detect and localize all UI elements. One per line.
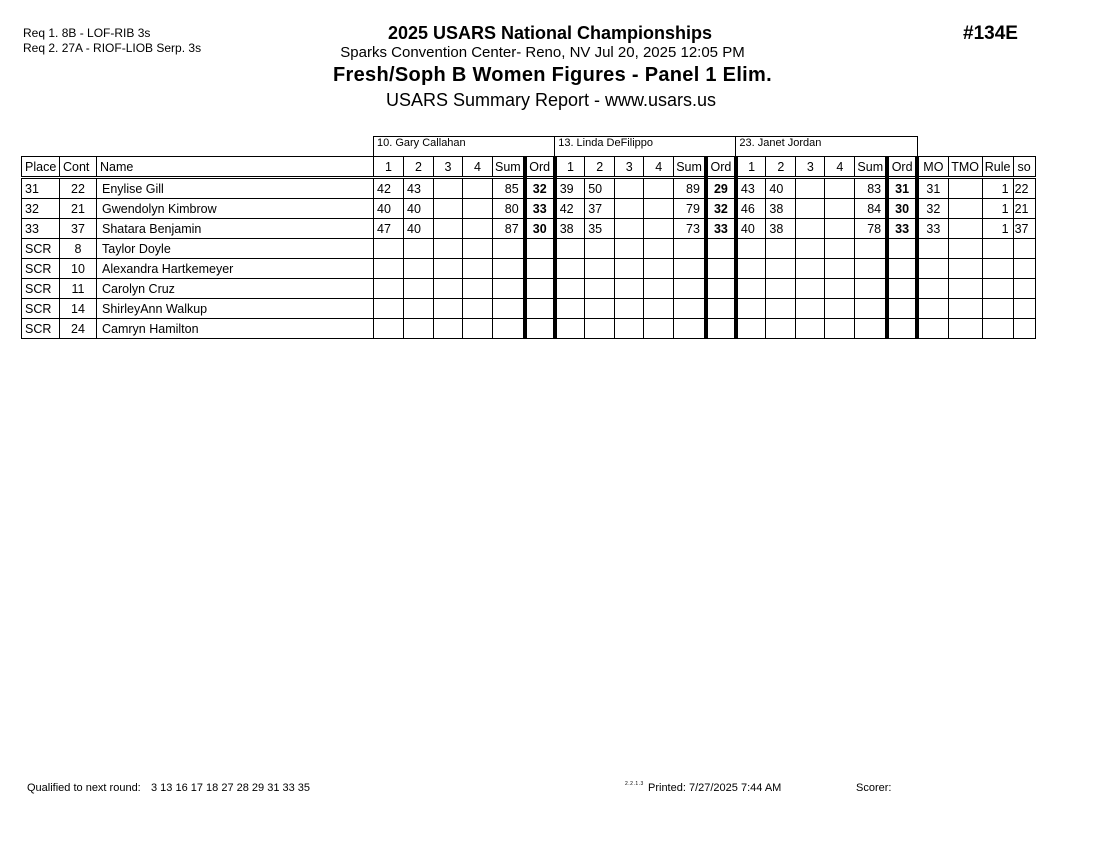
place-cell: 32: [22, 199, 60, 219]
j1-score-2: [404, 259, 434, 279]
j1-score-1: [374, 259, 404, 279]
so-cell: 21: [1013, 199, 1035, 219]
j2-score-sum: [674, 259, 706, 279]
so-cell: [1013, 319, 1035, 339]
tmo-cell: [948, 178, 982, 199]
printed-timestamp: Printed: 7/27/2025 7:44 AM: [648, 782, 782, 794]
j3-score-sum: 84: [855, 199, 887, 219]
rule-cell: 1: [982, 219, 1013, 239]
j2-score-1: [555, 259, 585, 279]
j2-score-3: [615, 178, 644, 199]
j2-score-ord: [706, 319, 736, 339]
judge-2-name: 13. Linda DeFilippo: [555, 137, 736, 157]
j1-score-3: [434, 259, 463, 279]
scorer-label: Scorer:: [856, 782, 892, 794]
j3-score-2: [766, 319, 796, 339]
j2-score-ord: 33: [706, 219, 736, 239]
name-cell: Enylise Gill: [97, 178, 374, 199]
so-cell: 37: [1013, 219, 1035, 239]
j2-score-2: 37: [585, 199, 615, 219]
j3-score-4: [825, 199, 855, 219]
j2-score-3: [615, 259, 644, 279]
j2-score-4: [644, 279, 674, 299]
j3-score-3: [796, 239, 825, 259]
j3-score-2: 38: [766, 199, 796, 219]
so-cell: [1013, 299, 1035, 319]
j3-score-2: 40: [766, 178, 796, 199]
j1-score-1: [374, 319, 404, 339]
j3-score-4: [825, 219, 855, 239]
table-row: [22, 219, 1036, 239]
name-cell: Taylor Doyle: [97, 239, 374, 259]
rule-cell: [982, 319, 1013, 339]
j2-score-sum: [674, 279, 706, 299]
report-title: USARS Summary Report - www.usars.us: [385, 90, 717, 110]
j3-score-2: 38: [766, 219, 796, 239]
col-header-tmo: TMO: [948, 157, 982, 178]
j1-score-ord: 32: [525, 178, 555, 199]
j3-score-sum: [855, 319, 887, 339]
name-cell: ShirleyAnn Walkup: [97, 299, 374, 319]
j1-score-ord: [525, 279, 555, 299]
j1-score-3: [434, 279, 463, 299]
j1-score-1: [374, 299, 404, 319]
j1-score-1: [374, 279, 404, 299]
rule-cell: [982, 239, 1013, 259]
col-header-j1-1: 1: [374, 157, 404, 178]
mo-cell: 31: [917, 178, 948, 199]
name-cell: Alexandra Hartkemeyer: [97, 259, 374, 279]
j3-score-3: [796, 299, 825, 319]
j1-score-4: [463, 299, 493, 319]
j2-score-3: [615, 219, 644, 239]
j2-score-4: [644, 299, 674, 319]
j3-score-2: [766, 299, 796, 319]
j3-score-3: [796, 219, 825, 239]
cont-cell: 8: [60, 239, 97, 259]
col-header-j3-3: 3: [796, 157, 825, 178]
col-header-place: Place: [22, 157, 60, 178]
table-row: [22, 279, 1036, 299]
j1-score-2: [404, 279, 434, 299]
j3-score-ord: [887, 279, 917, 299]
name-cell: Camryn Hamilton: [97, 319, 374, 339]
j3-score-3: [796, 259, 825, 279]
j1-score-4: [463, 259, 493, 279]
j2-score-sum: [674, 299, 706, 319]
j1-score-2: [404, 299, 434, 319]
j2-score-1: [555, 239, 585, 259]
j2-score-2: [585, 279, 615, 299]
j2-score-1: 42: [555, 199, 585, 219]
header-row: [22, 157, 1036, 178]
j1-score-3: [434, 199, 463, 219]
table-row: [22, 239, 1036, 259]
j2-score-4: [644, 178, 674, 199]
j1-score-2: 43: [404, 178, 434, 199]
j1-score-sum: 87: [493, 219, 525, 239]
col-header-j3-1: 1: [736, 157, 766, 178]
j2-score-2: [585, 259, 615, 279]
mo-cell: [917, 319, 948, 339]
j2-score-1: [555, 279, 585, 299]
j2-score-4: [644, 219, 674, 239]
j1-score-1: 47: [374, 219, 404, 239]
j1-score-ord: [525, 239, 555, 259]
cont-cell: 21: [60, 199, 97, 219]
j2-score-sum: 73: [674, 219, 706, 239]
j2-score-sum: 79: [674, 199, 706, 219]
j3-score-1: [736, 319, 766, 339]
j3-score-sum: [855, 299, 887, 319]
so-cell: [1013, 239, 1035, 259]
cont-cell: 10: [60, 259, 97, 279]
col-header-j2-1: 1: [555, 157, 585, 178]
j3-score-sum: [855, 259, 887, 279]
col-header-j3-2: 2: [766, 157, 796, 178]
table-row: [22, 178, 1036, 199]
j2-score-2: 35: [585, 219, 615, 239]
j3-score-1: [736, 259, 766, 279]
mo-cell: 33: [917, 219, 948, 239]
j3-score-3: [796, 319, 825, 339]
so-cell: 22: [1013, 178, 1035, 199]
table-row: [22, 319, 1036, 339]
event-title: Fresh/Soph B Women Figures - Panel 1 Elim.: [333, 64, 772, 86]
table-row: [22, 299, 1036, 319]
j3-score-1: 40: [736, 219, 766, 239]
event-number: #134E: [963, 23, 1018, 44]
mo-cell: [917, 279, 948, 299]
j2-score-2: [585, 319, 615, 339]
j2-score-3: [615, 199, 644, 219]
j3-score-1: 43: [736, 178, 766, 199]
j3-score-sum: 83: [855, 178, 887, 199]
j1-score-ord: [525, 319, 555, 339]
j3-score-sum: 78: [855, 219, 887, 239]
j3-score-4: [825, 259, 855, 279]
j3-score-4: [825, 239, 855, 259]
j3-score-ord: [887, 319, 917, 339]
so-cell: [1013, 259, 1035, 279]
col-header-cont: Cont: [60, 157, 97, 178]
j2-score-3: [615, 279, 644, 299]
j1-score-3: [434, 219, 463, 239]
tmo-cell: [948, 279, 982, 299]
j1-score-ord: [525, 299, 555, 319]
j3-score-3: [796, 199, 825, 219]
name-cell: Carolyn Cruz: [97, 279, 374, 299]
col-header-mo: MO: [917, 157, 948, 178]
place-cell: 31: [22, 178, 60, 199]
j2-score-ord: 29: [706, 178, 736, 199]
j1-score-sum: [493, 299, 525, 319]
j2-score-2: 50: [585, 178, 615, 199]
tmo-cell: [948, 319, 982, 339]
j1-score-4: [463, 279, 493, 299]
j1-score-sum: 85: [493, 178, 525, 199]
j1-score-sum: [493, 259, 525, 279]
j3-score-ord: [887, 259, 917, 279]
j1-score-ord: [525, 259, 555, 279]
place-cell: SCR: [22, 299, 60, 319]
j3-score-ord: 30: [887, 199, 917, 219]
j1-score-ord: 30: [525, 219, 555, 239]
col-header-so: so: [1013, 157, 1035, 178]
rule-cell: [982, 259, 1013, 279]
results-body: [22, 178, 1036, 339]
col-header-j2-4: 4: [644, 157, 674, 178]
j1-score-2: 40: [404, 219, 434, 239]
j2-score-3: [615, 319, 644, 339]
j3-score-1: [736, 279, 766, 299]
mo-cell: [917, 259, 948, 279]
qualified-list: 3 13 16 17 18 27 28 29 31 33 35: [151, 782, 311, 794]
col-header-j2-2: 2: [585, 157, 615, 178]
tmo-cell: [948, 219, 982, 239]
j2-score-1: [555, 319, 585, 339]
version-tag: 2.2.1.3: [625, 781, 644, 787]
name-cell: Shatara Benjamin: [97, 219, 374, 239]
cont-cell: 37: [60, 219, 97, 239]
mo-cell: 32: [917, 199, 948, 219]
j1-score-3: [434, 239, 463, 259]
col-header-name: Name: [97, 157, 374, 178]
j1-score-4: [463, 319, 493, 339]
j3-score-ord: 31: [887, 178, 917, 199]
j1-score-sum: [493, 279, 525, 299]
rule-cell: 1: [982, 178, 1013, 199]
mo-cell: [917, 239, 948, 259]
j1-score-1: 42: [374, 178, 404, 199]
requirement-1: Req 1. 8B - LOF-RIB 3s: [23, 26, 151, 40]
place-cell: SCR: [22, 259, 60, 279]
j1-score-1: 40: [374, 199, 404, 219]
j3-score-4: [825, 299, 855, 319]
j3-score-ord: 33: [887, 219, 917, 239]
rule-cell: [982, 299, 1013, 319]
j1-score-2: [404, 239, 434, 259]
results-table: [21, 136, 1036, 339]
place-cell: SCR: [22, 279, 60, 299]
j2-score-2: [585, 299, 615, 319]
col-header-j1-2: 2: [404, 157, 434, 178]
col-header-rule: Rule: [982, 157, 1013, 178]
j3-score-2: [766, 259, 796, 279]
requirement-2: Req 2. 27A - RIOF-LIOB Serp. 3s: [23, 41, 202, 55]
col-header-j1-4: 4: [463, 157, 493, 178]
j3-score-4: [825, 319, 855, 339]
j1-score-sum: [493, 319, 525, 339]
j1-score-4: [463, 199, 493, 219]
j2-score-3: [615, 299, 644, 319]
j2-score-ord: [706, 259, 736, 279]
j2-score-sum: 89: [674, 178, 706, 199]
j2-score-1: 39: [555, 178, 585, 199]
cont-cell: 11: [60, 279, 97, 299]
j1-score-3: [434, 299, 463, 319]
col-header-j2-ord: Ord: [706, 157, 736, 178]
rule-cell: 1: [982, 199, 1013, 219]
mo-cell: [917, 299, 948, 319]
j2-score-3: [615, 239, 644, 259]
j1-score-1: [374, 239, 404, 259]
j3-score-4: [825, 279, 855, 299]
tmo-cell: [948, 259, 982, 279]
col-header-j1-sum: Sum: [493, 157, 525, 178]
j2-score-ord: 32: [706, 199, 736, 219]
j2-score-4: [644, 259, 674, 279]
j2-score-4: [644, 199, 674, 219]
cont-cell: 24: [60, 319, 97, 339]
tmo-cell: [948, 199, 982, 219]
j3-score-1: 46: [736, 199, 766, 219]
j1-score-2: [404, 319, 434, 339]
j2-score-ord: [706, 299, 736, 319]
j3-score-sum: [855, 279, 887, 299]
col-header-j1-3: 3: [434, 157, 463, 178]
judge-3-name: 23. Janet Jordan: [736, 137, 917, 157]
j2-score-sum: [674, 239, 706, 259]
j1-score-3: [434, 319, 463, 339]
cont-cell: 14: [60, 299, 97, 319]
j1-score-3: [434, 178, 463, 199]
col-header-j3-sum: Sum: [855, 157, 887, 178]
judges-row: [22, 137, 1036, 157]
j2-score-1: 38: [555, 219, 585, 239]
so-cell: [1013, 279, 1035, 299]
j1-score-ord: 33: [525, 199, 555, 219]
j3-score-2: [766, 239, 796, 259]
j1-score-4: [463, 239, 493, 259]
col-header-j1-ord: Ord: [525, 157, 555, 178]
j3-score-sum: [855, 239, 887, 259]
j2-score-sum: [674, 319, 706, 339]
judge-1-name: 10. Gary Callahan: [374, 137, 555, 157]
j3-score-1: [736, 239, 766, 259]
j3-score-ord: [887, 239, 917, 259]
name-cell: Gwendolyn Kimbrow: [97, 199, 374, 219]
col-header-j2-3: 3: [615, 157, 644, 178]
venue-line: Sparks Convention Center- Reno, NV Jul 20, 2025 12:05 PM: [340, 44, 745, 61]
championship-title: 2025 USARS National Championships: [387, 23, 713, 43]
j3-score-4: [825, 178, 855, 199]
j3-score-3: [796, 279, 825, 299]
j2-score-2: [585, 239, 615, 259]
j3-score-3: [796, 178, 825, 199]
col-header-j3-ord: Ord: [887, 157, 917, 178]
j1-score-4: [463, 178, 493, 199]
j3-score-ord: [887, 299, 917, 319]
table-row: [22, 259, 1036, 279]
tmo-cell: [948, 239, 982, 259]
j2-score-1: [555, 299, 585, 319]
j2-score-ord: [706, 239, 736, 259]
rule-cell: [982, 279, 1013, 299]
j1-score-2: 40: [404, 199, 434, 219]
place-cell: 33: [22, 219, 60, 239]
table-row: [22, 199, 1036, 219]
j3-score-2: [766, 279, 796, 299]
j2-score-4: [644, 239, 674, 259]
j1-score-4: [463, 219, 493, 239]
cont-cell: 22: [60, 178, 97, 199]
qualified-label: Qualified to next round:: [27, 782, 141, 794]
j1-score-sum: 80: [493, 199, 525, 219]
place-cell: SCR: [22, 319, 60, 339]
j2-score-ord: [706, 279, 736, 299]
col-header-j2-sum: Sum: [674, 157, 706, 178]
tmo-cell: [948, 299, 982, 319]
j3-score-1: [736, 299, 766, 319]
col-header-j3-4: 4: [825, 157, 855, 178]
j1-score-sum: [493, 239, 525, 259]
j2-score-4: [644, 319, 674, 339]
place-cell: SCR: [22, 239, 60, 259]
